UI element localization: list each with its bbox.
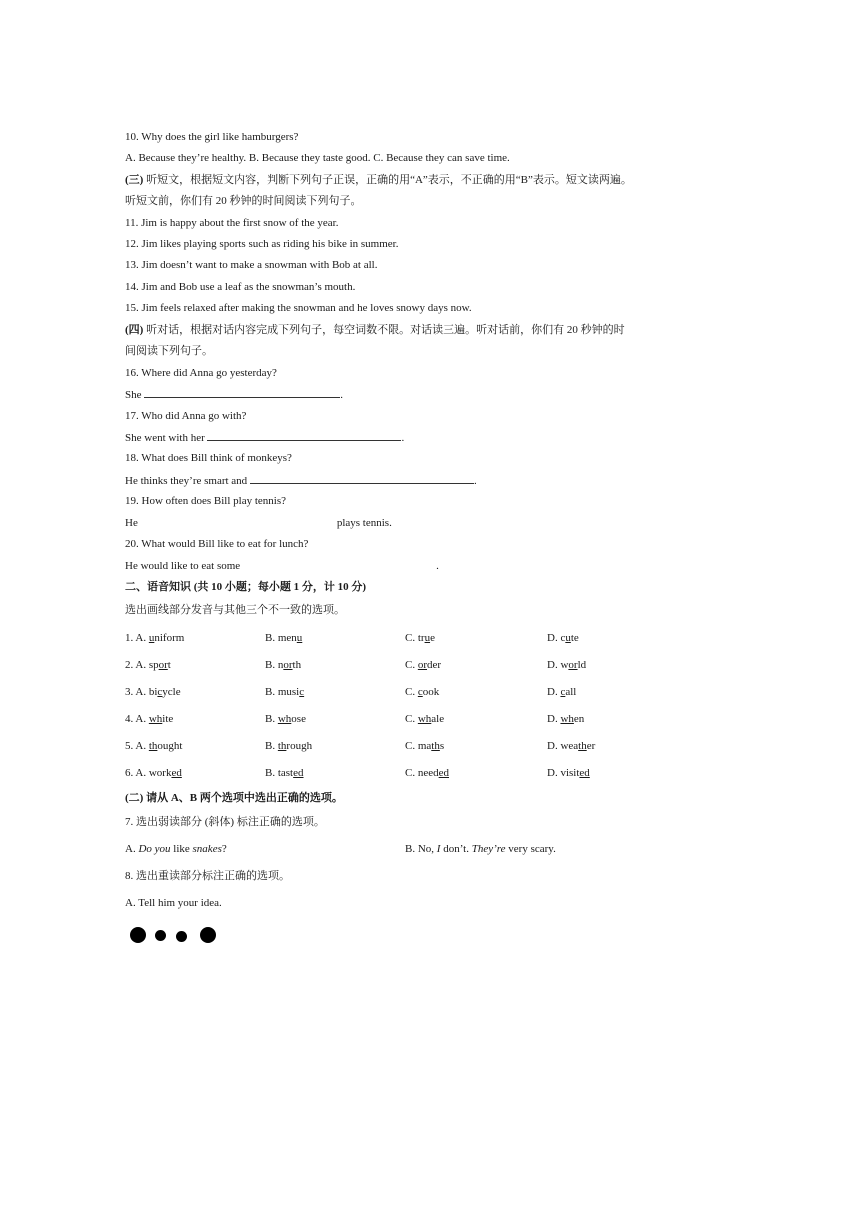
section-3-instr-line2: 听短文前，你们有 20 秒钟的时间阅读下列句子。 — [125, 195, 362, 207]
option-text: B. musi — [265, 686, 300, 698]
underlined-letters: u — [424, 632, 431, 644]
underlined-letters: u — [565, 632, 571, 644]
section-4-instr-line1: 听对话，根据对话内容完成下列句子，每空词数不限。对话读三遍。听对话前，你们有 20 秒钟的时 — [143, 324, 625, 336]
answer-16-prefix: She — [125, 389, 145, 401]
phonetics-q3-option-a[interactable] — [125, 685, 181, 699]
question-7-option-a[interactable] — [125, 842, 227, 856]
answer-17-suffix: . — [401, 432, 405, 444]
answer-20-blank[interactable] — [240, 559, 436, 569]
answer-17-prefix: She went with her — [125, 432, 208, 444]
question-17: 17. Who did Anna go with? — [125, 410, 247, 422]
underlined-letters: ed — [171, 767, 182, 779]
underlined-letters: or — [158, 659, 168, 671]
option-text: 2. A. sp — [125, 659, 159, 671]
answer-18-blank[interactable] — [250, 473, 474, 484]
underlined-letters: or — [283, 659, 293, 671]
phonetics-q3-option-c[interactable] — [405, 685, 439, 699]
phonetics-q4-option-d[interactable] — [547, 712, 584, 726]
option-text: ook — [422, 686, 440, 698]
answer-19 — [125, 516, 392, 530]
phonetics-q3-option-b[interactable] — [265, 685, 304, 699]
option-text: C. — [405, 686, 418, 698]
option-text: en — [573, 713, 585, 725]
phonetics-q6-option-d[interactable] — [547, 766, 590, 780]
option-text: D. visit — [547, 767, 580, 779]
statement-14: 14. Jim and Bob use a leaf as the snowman’s mouth. — [125, 281, 356, 293]
option-text: er — [586, 740, 596, 752]
phonetics-q5-option-b[interactable] — [265, 739, 312, 753]
phonetics-q1-option-d[interactable] — [547, 631, 579, 645]
stress-dot-strong — [130, 927, 146, 943]
underlined-letters: u — [296, 632, 303, 644]
underlined-letters: ed — [579, 767, 590, 779]
option-text: C. tr — [405, 632, 425, 644]
phonetics-q4-option-c[interactable] — [405, 712, 444, 726]
option-text: D. w — [547, 659, 569, 671]
option-text: te — [570, 632, 579, 644]
phonetics-instructions: 选出画线部分发音与其他三个不一致的选项。 — [125, 604, 345, 616]
section-4-instructions — [125, 323, 625, 337]
option-a-label: A. — [125, 843, 139, 855]
phonetics-q1-option-b[interactable] — [265, 631, 302, 645]
option-text: ld — [577, 659, 587, 671]
phonetics-q6-option-a[interactable] — [125, 766, 182, 780]
question-8-instructions: 8. 选出重读部分标注正确的选项。 — [125, 870, 290, 882]
statement-13: 13. Jim doesn’t want to make a snowman with Bob at all. — [125, 259, 378, 271]
statement-11: 11. Jim is happy about the first snow of the year. — [125, 217, 339, 229]
section-3-heading: (三) — [125, 174, 144, 186]
answer-20-prefix: He would like to eat some — [125, 560, 241, 572]
phonetics-q2-option-b[interactable] — [265, 658, 301, 672]
underlined-letters: wh — [277, 713, 292, 725]
option-text: th — [292, 659, 302, 671]
underlined-letters: wh — [560, 713, 574, 725]
underlined-letters: th — [148, 740, 158, 752]
option-a-weak-snakes: snakes — [192, 843, 222, 855]
underlined-letters: c — [157, 686, 163, 698]
option-b-text: don’t. — [440, 843, 472, 855]
phonetics-q6-option-b[interactable] — [265, 766, 304, 780]
phonetics-q6-option-c[interactable] — [405, 766, 449, 780]
phonetics-q5-option-c[interactable] — [405, 739, 444, 753]
option-text: ose — [291, 713, 306, 725]
answer-18-suffix: . — [473, 475, 477, 487]
phonetics-q3-option-d[interactable] — [547, 685, 576, 699]
question-8-option-a[interactable]: A. Tell him your idea. — [125, 897, 222, 909]
question-10-options: A. Because they’re healthy. B. Because they taste good. C. Because they can save time. — [125, 152, 510, 164]
option-text: C. — [405, 659, 418, 671]
option-text: 4. A. — [125, 713, 149, 725]
answer-19-suffix: plays tennis. — [336, 517, 392, 529]
underlined-letters: th — [277, 740, 287, 752]
phonetics-q4-option-b[interactable] — [265, 712, 306, 726]
answer-17 — [125, 430, 404, 445]
section-4-instr-line2: 间阅读下列句子。 — [125, 345, 213, 357]
answer-19-blank[interactable] — [138, 516, 337, 526]
underlined-letters: wh — [417, 713, 432, 725]
section-4-heading: (四) — [125, 324, 144, 336]
option-text: D. wea — [547, 740, 579, 752]
question-10: 10. Why does the girl like hamburgers? — [125, 131, 299, 143]
phonetics-q2-option-c[interactable] — [405, 658, 441, 672]
option-text: B. n — [265, 659, 284, 671]
phonetics-q2-option-d[interactable] — [547, 658, 586, 672]
underlined-letters: ed — [293, 767, 304, 779]
option-text: ite — [162, 713, 174, 725]
section-3-instr-line1: 听短文，根据短文内容，判断下列句子正误，正确的用“A”表示，不正确的用“B”表示。短文读两遍。 — [143, 174, 632, 186]
question-7-instructions: 7. 选出弱读部分 (斜体) 标注正确的选项。 — [125, 816, 325, 828]
underlined-letters: th — [578, 740, 587, 752]
underlined-letters: or — [568, 659, 578, 671]
option-text: e — [430, 632, 435, 644]
stress-dot-weak — [155, 930, 166, 941]
phonetics-q1-option-c[interactable] — [405, 631, 435, 645]
option-text: C. ma — [405, 740, 432, 752]
option-b-weak-theyre: They’re — [471, 843, 506, 855]
answer-17-blank[interactable] — [207, 430, 401, 441]
underlined-letters: wh — [148, 713, 163, 725]
option-text: B. — [265, 740, 278, 752]
underlined-letters: c — [299, 686, 305, 698]
option-b-label: B. No, — [405, 843, 437, 855]
option-text: ale — [431, 713, 445, 725]
phonetics-q4-option-a[interactable] — [125, 712, 173, 726]
phonetics-heading: 二、语音知识 (共 10 小题；每小题 1 分，计 10 分) — [125, 581, 367, 593]
option-text: 6. A. work — [125, 767, 172, 779]
underlined-letters: or — [417, 659, 428, 671]
phonetics-q1-option-a[interactable] — [125, 631, 184, 645]
underlined-letters: th — [431, 740, 440, 752]
option-text: t — [167, 659, 171, 671]
underlined-letters: c — [560, 686, 566, 698]
question-18: 18. What does Bill think of monkeys? — [125, 452, 292, 464]
answer-19-prefix: He — [125, 517, 138, 529]
phonetics-part-2-heading: (二) 请从 A、B 两个选项中选出正确的选项。 — [125, 792, 343, 804]
phonetics-q2-option-a[interactable] — [125, 658, 171, 672]
option-text: ycle — [162, 686, 181, 698]
option-text: niform — [154, 632, 185, 644]
answer-16-blank[interactable] — [144, 387, 340, 398]
question-20: 20. What would Bill like to eat for lunch? — [125, 538, 309, 550]
option-a-end: ? — [221, 843, 227, 855]
answer-16-suffix: . — [340, 389, 343, 401]
underlined-letters: ed — [438, 767, 449, 779]
option-text: B. tast — [265, 767, 294, 779]
option-a-weak-do-you: Do you — [138, 843, 171, 855]
option-text: ought — [157, 740, 183, 752]
option-text: D. — [547, 713, 561, 725]
question-16: 16. Where did Anna go yesterday? — [125, 367, 277, 379]
option-text: D. — [547, 686, 561, 698]
stress-dot-strong — [200, 927, 216, 943]
statement-15: 15. Jim feels relaxed after making the snowman and he loves snowy days now. — [125, 302, 472, 314]
option-text: B. — [265, 713, 278, 725]
option-text: C. — [405, 713, 418, 725]
answer-18-prefix: He thinks they’re smart and — [125, 475, 250, 487]
option-text: s — [439, 740, 445, 752]
option-text: all — [565, 686, 577, 698]
option-b-end: very scary. — [505, 843, 556, 855]
option-text: 3. A. bi — [125, 686, 158, 698]
option-text: D. c — [547, 632, 566, 644]
question-7-option-b[interactable] — [405, 842, 556, 856]
question-19: 19. How often does Bill play tennis? — [125, 495, 287, 507]
section-3-instructions — [125, 173, 632, 187]
answer-20 — [125, 559, 439, 573]
option-text: C. need — [405, 767, 439, 779]
option-text: 5. A. — [125, 740, 149, 752]
option-a-text: like — [170, 843, 193, 855]
option-text: 1. A. — [125, 632, 149, 644]
option-text: rough — [286, 740, 313, 752]
answer-20-suffix: . — [436, 560, 439, 572]
underlined-letters: c — [417, 686, 423, 698]
option-text: B. men — [265, 632, 297, 644]
stress-dot-weak — [176, 931, 187, 942]
phonetics-q5-option-a[interactable] — [125, 739, 182, 753]
answer-16 — [125, 387, 343, 402]
answer-18 — [125, 473, 477, 488]
option-text: der — [427, 659, 442, 671]
statement-12: 12. Jim likes playing sports such as riding his bike in summer. — [125, 238, 399, 250]
phonetics-q5-option-d[interactable] — [547, 739, 595, 753]
option-b-weak-i: I — [436, 843, 441, 855]
underlined-letters: u — [148, 632, 155, 644]
